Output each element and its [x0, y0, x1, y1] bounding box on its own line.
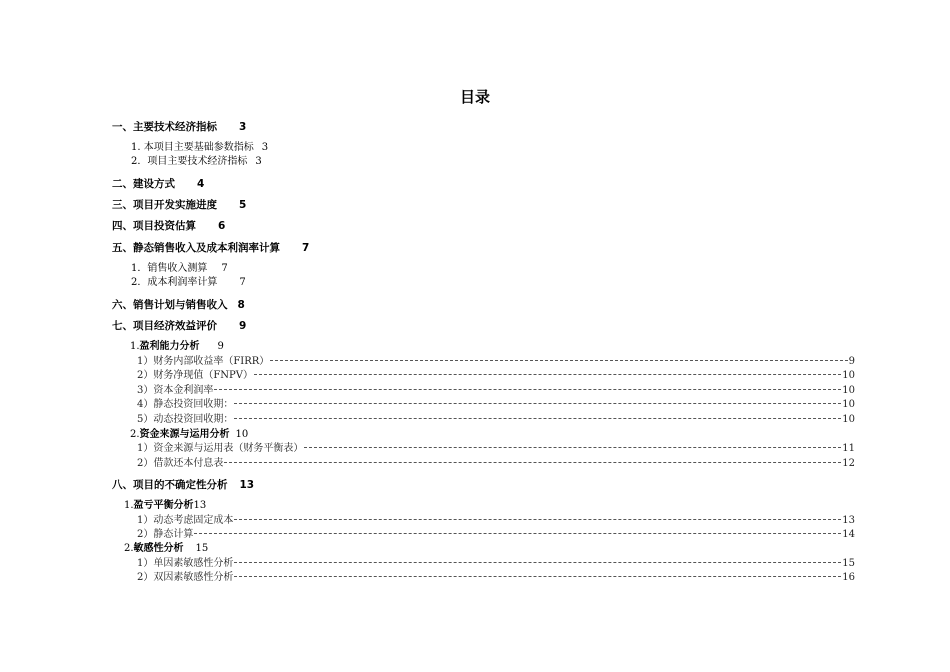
toc-page-number: 13	[193, 500, 207, 511]
toc-page-number: 9	[239, 320, 247, 332]
toc-section-8[interactable]	[112, 478, 254, 492]
toc-section-label: 一、主要技术经济指标	[112, 121, 217, 133]
toc-entry[interactable]	[137, 457, 855, 471]
toc-subsection-number: 1.	[130, 341, 140, 352]
toc-section-label: 三、项目开发实施进度	[112, 199, 217, 211]
toc-item[interactable]	[131, 155, 262, 169]
toc-subsection-number: 2.	[130, 429, 140, 440]
toc-subsection[interactable]	[130, 340, 224, 354]
toc-entry[interactable]	[137, 369, 855, 383]
toc-section-2[interactable]	[112, 177, 204, 191]
toc-section-label: 五、静态销售收入及成本利润率计算	[112, 242, 280, 254]
dot-leader	[194, 533, 841, 534]
dot-leader	[254, 374, 841, 375]
toc-page-number: 11	[842, 443, 855, 454]
toc-section-5[interactable]	[112, 241, 309, 255]
toc-page-number: 7	[302, 242, 310, 254]
toc-entry-label: 3）资本金利润率	[137, 385, 214, 396]
toc-item-label: 1. 本项目主要基础参数指标	[131, 142, 254, 153]
toc-entry-label: 2）静态计算	[137, 529, 194, 540]
toc-entry[interactable]	[137, 571, 855, 585]
toc-page-number: 10	[842, 414, 855, 425]
toc-entry[interactable]	[137, 355, 855, 369]
dot-leader	[270, 360, 847, 361]
dot-leader	[234, 562, 841, 563]
toc-section-1[interactable]	[112, 120, 246, 134]
toc-section-label: 八、项目的不确定性分析	[112, 479, 228, 491]
toc-entry-label: 2）借款还本付息表	[137, 458, 224, 469]
toc-subsection-number: 1.	[124, 500, 134, 511]
toc-page-number: 3	[255, 156, 262, 167]
toc-entry-label: 2）财务净现值（FNPV）	[137, 370, 254, 381]
toc-page-number: 8	[237, 299, 245, 311]
toc-subsection-number: 2.	[124, 543, 134, 554]
toc-page-number: 7	[239, 277, 246, 288]
toc-subsection-label: 盈亏平衡分析	[133, 500, 194, 511]
toc-page-number: 10	[842, 399, 855, 410]
toc-page-number: 10	[235, 429, 249, 440]
toc-page-number: 9	[217, 341, 224, 352]
toc-entry[interactable]	[137, 442, 855, 456]
toc-page-number: 4	[197, 178, 205, 190]
toc-page-number: 3	[239, 121, 247, 133]
toc-item-label: 2．项目主要技术经济指标	[131, 156, 248, 167]
toc-page-number: 9	[848, 356, 855, 367]
toc-page-number: 3	[261, 142, 269, 153]
toc-section-label: 二、建设方式	[112, 178, 175, 190]
toc-section-label: 七、项目经济效益评价	[112, 320, 217, 332]
toc-item-label: 2．成本利润率计算	[131, 277, 218, 288]
toc-entry[interactable]	[137, 557, 855, 571]
toc-section-3[interactable]	[112, 198, 246, 212]
toc-entry-label: 2）双因素敏感性分析	[137, 572, 234, 583]
toc-page-number: 12	[842, 458, 855, 469]
dot-leader	[234, 418, 841, 419]
toc-subsection[interactable]	[130, 428, 248, 442]
toc-page-number: 13	[239, 479, 255, 491]
toc-subsection[interactable]	[124, 499, 206, 513]
toc-section-label: 六、销售计划与销售收入	[112, 299, 228, 311]
toc-page-number: 10	[842, 385, 855, 396]
dot-leader	[214, 389, 841, 390]
toc-page-number: 7	[221, 263, 228, 274]
toc-section-7[interactable]	[112, 319, 246, 333]
toc-entry[interactable]	[137, 514, 855, 528]
toc-entry-label: 1）资金来源与运用表（财务平衡表）	[137, 443, 304, 454]
toc-page-number: 14	[842, 529, 855, 540]
toc-entry-label: 4）静态投资回收期：	[137, 399, 234, 410]
toc-item-label: 1．销售收入测算	[131, 263, 208, 274]
toc-entry-label: 1）财务内部收益率（FIRR）	[137, 356, 270, 367]
dot-leader	[234, 519, 841, 520]
toc-page-number: 5	[239, 199, 247, 211]
toc-section-6[interactable]	[112, 298, 245, 312]
page-title: 目录	[459, 88, 490, 106]
toc-entry[interactable]	[137, 528, 855, 542]
toc-entry[interactable]	[137, 413, 855, 427]
toc-page-number: 10	[842, 370, 855, 381]
toc-entry-label: 1）单因素敏感性分析	[137, 558, 234, 569]
toc-item[interactable]	[131, 141, 268, 155]
toc-page-number: 15	[195, 543, 209, 554]
dot-leader	[304, 447, 841, 448]
toc-subsection-label: 资金来源与运用分析	[139, 429, 230, 440]
toc-entry-label: 5）动态投资回收期：	[137, 414, 234, 425]
toc-section-4[interactable]	[112, 219, 225, 233]
dot-leader	[234, 576, 841, 577]
toc-subsection[interactable]	[124, 542, 208, 556]
toc-page-number: 15	[842, 558, 855, 569]
dot-leader	[224, 462, 841, 463]
toc-subsection-label: 盈利能力分析	[139, 341, 200, 352]
toc-item[interactable]	[131, 276, 246, 290]
toc-page-number: 13	[842, 515, 855, 526]
toc-entry[interactable]	[137, 398, 855, 412]
toc-section-label: 四、项目投资估算	[112, 220, 196, 232]
toc-page-number: 16	[842, 572, 855, 583]
dot-leader	[234, 403, 841, 404]
toc-entry[interactable]	[137, 384, 855, 398]
toc-item[interactable]	[131, 262, 228, 276]
toc-entry-label: 1）动态考虑固定成本	[137, 515, 234, 526]
toc-page-number: 6	[218, 220, 226, 232]
toc-subsection-label: 敏感性分析	[133, 543, 184, 554]
